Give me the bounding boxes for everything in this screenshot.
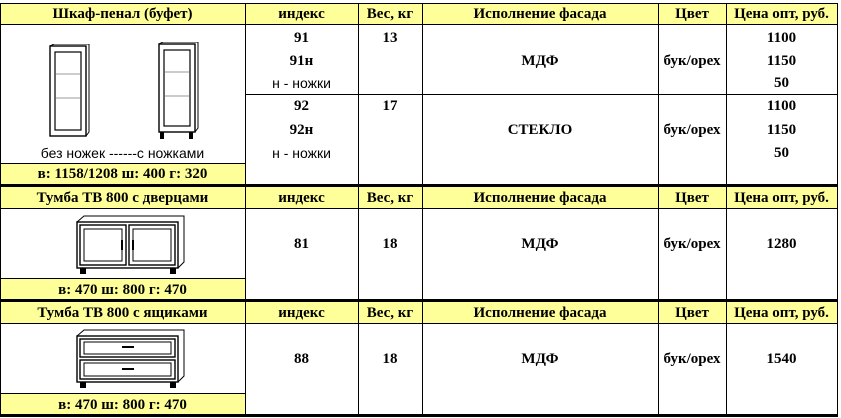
section2-header-price: Цена опт, руб.: [734, 190, 829, 206]
section1-caption: без ножек ------с ножками: [40, 145, 205, 161]
section2-header-color: Цвет: [675, 190, 709, 206]
section2-header-weight: Вес, кг: [366, 190, 414, 206]
section2-color: бук/орех: [663, 236, 721, 252]
section2-weight: 18: [382, 236, 398, 252]
section1-header-price: Цена опт, руб.: [734, 6, 829, 22]
section1-header-weight: Вес, кг: [366, 6, 414, 22]
group2-index-1: 92: [294, 98, 309, 114]
group2-weight: 17: [382, 98, 398, 114]
section1-title: Шкаф-пенал (буфет): [52, 6, 193, 22]
section3-weight: 18: [382, 351, 398, 367]
section3-header-facade: Исполнение фасада: [473, 305, 607, 321]
section2-facade: МДФ: [521, 236, 559, 252]
group1-index-2: 91н: [289, 53, 314, 69]
section1-header-facade: Исполнение фасада: [473, 6, 607, 22]
section3-title: Тумба ТВ 800 с ящиками: [37, 305, 208, 321]
section2-header-facade: Исполнение фасада: [473, 190, 607, 206]
cabinet-with-legs-image: [157, 42, 199, 142]
section3-header-color: Цвет: [675, 305, 709, 321]
section1-dims: в: 1158/1208 ш: 400 г: 320: [37, 166, 208, 182]
section2-header-index: индекс: [278, 190, 325, 206]
group1-facade: МДФ: [521, 53, 559, 69]
group2-price-3: 50: [774, 145, 789, 161]
group2-index-2: 92н: [289, 122, 314, 138]
section3-header-index: индекс: [278, 305, 325, 321]
group1-color: бук/орех: [663, 53, 721, 69]
section2-index: 81: [294, 236, 309, 252]
group2-price-1: 1100: [766, 98, 797, 114]
section3-header-price: Цена опт, руб.: [734, 305, 829, 321]
group1-price-2: 1150: [766, 53, 797, 69]
section2-price: 1280: [766, 236, 797, 252]
section3-index: 88: [294, 351, 309, 367]
section1-header-color: Цвет: [675, 6, 709, 22]
section1-header-index: индекс: [278, 6, 325, 22]
tv-stand-drawers-image: [74, 328, 186, 390]
cabinet-without-legs-image: [48, 44, 90, 140]
section3-header-weight: Вес, кг: [366, 305, 414, 321]
group1-price-3: 50: [774, 75, 789, 91]
group2-color: бук/орех: [663, 122, 721, 138]
section3-price: 1540: [766, 351, 797, 367]
section3-color: бук/орех: [663, 351, 721, 367]
section2-dims: в: 470 ш: 800 г: 470: [58, 282, 187, 298]
group2-price-2: 1150: [766, 122, 797, 138]
section3-dims: в: 470 ш: 800 г: 470: [58, 397, 187, 413]
group1-weight: 13: [382, 30, 398, 46]
section3-facade: МДФ: [521, 351, 559, 367]
tv-stand-doors-image: [74, 214, 186, 276]
group1-price-1: 1100: [766, 30, 797, 46]
section2-title: Тумба ТВ 800 с дверцами: [36, 190, 209, 206]
group1-index-note: н - ножки: [272, 75, 331, 91]
group1-index-1: 91: [294, 30, 309, 46]
group2-index-note: н - ножки: [272, 145, 331, 161]
group2-facade: СТЕКЛО: [507, 122, 573, 138]
